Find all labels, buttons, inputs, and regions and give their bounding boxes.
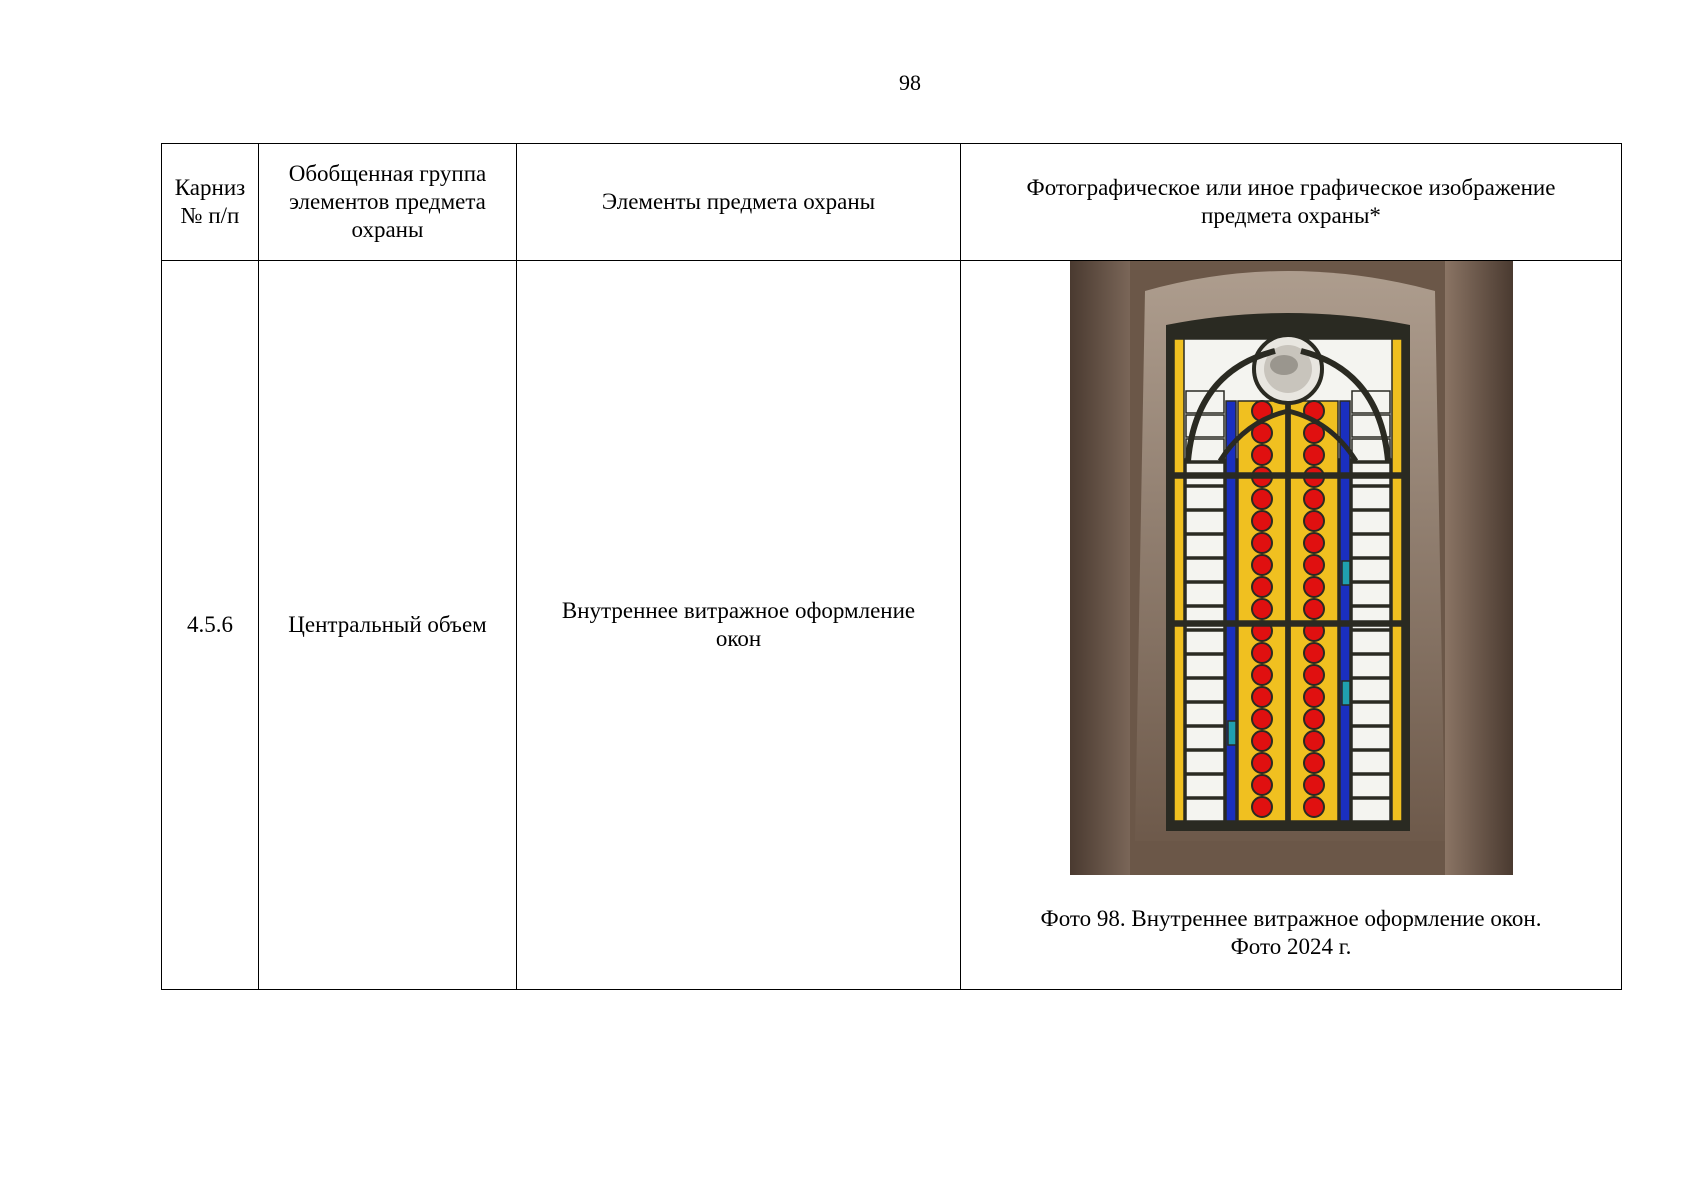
blue-strip [1340, 401, 1350, 821]
white-glass-pane [1186, 799, 1224, 821]
row-photo-cell [961, 261, 1622, 990]
red-glass-roundel [1304, 643, 1324, 663]
red-glass-roundel [1252, 489, 1272, 509]
white-glass-pane [1186, 511, 1224, 533]
stained-glass-window-photo [1070, 261, 1513, 875]
red-glass-roundel [1304, 709, 1324, 729]
red-glass-roundel [1304, 533, 1324, 553]
white-glass-pane [1352, 631, 1390, 653]
yellow-strip-right [1392, 339, 1402, 821]
white-glass-pane [1352, 679, 1390, 701]
white-glass-pane [1186, 631, 1224, 653]
white-glass-pane [1352, 535, 1390, 557]
red-glass-roundel [1304, 511, 1324, 531]
red-glass-roundel [1252, 577, 1272, 597]
white-glass-pane [1352, 727, 1390, 749]
header-elements: Элементы предмета охраны [517, 144, 961, 261]
white-glass-pane [1186, 751, 1224, 773]
table-header-row [162, 144, 1622, 261]
protection-elements-table [161, 143, 1622, 990]
row-element: Внутреннее витражное оформление окон [517, 261, 961, 990]
white-glass-pane [1352, 775, 1390, 797]
row-number: 4.5.6 [162, 261, 259, 990]
red-glass-roundel [1304, 797, 1324, 817]
table-row [162, 261, 1622, 990]
row-group: Центральный объем [259, 261, 517, 990]
white-glass-pane [1352, 511, 1390, 533]
blue-strip [1226, 401, 1236, 821]
white-glass-pane [1186, 487, 1224, 509]
transom [1174, 473, 1402, 478]
red-glass-roundel [1304, 445, 1324, 465]
red-glass-roundel [1252, 797, 1272, 817]
white-glass-pane [1352, 655, 1390, 677]
red-glass-roundel [1304, 489, 1324, 509]
red-glass-roundel [1304, 665, 1324, 685]
white-glass-pane [1352, 751, 1390, 773]
red-glass-roundel [1252, 709, 1272, 729]
red-glass-roundel [1304, 555, 1324, 575]
white-glass-pane [1352, 559, 1390, 581]
red-glass-roundel [1252, 445, 1272, 465]
header-photo: Фотографическое или иное графическое изображение предмета охраны* [961, 144, 1622, 261]
white-glass-pane [1352, 703, 1390, 725]
white-glass-pane [1186, 727, 1224, 749]
transom [1174, 621, 1402, 626]
red-glass-roundel [1304, 753, 1324, 773]
white-glass-pane [1186, 559, 1224, 581]
white-glass-pane [1186, 535, 1224, 557]
cyan-glass-pane [1342, 561, 1350, 585]
red-glass-roundel [1304, 775, 1324, 795]
red-glass-roundel [1252, 533, 1272, 553]
white-glass-pane [1352, 487, 1390, 509]
cyan-glass-pane [1342, 681, 1350, 705]
cyan-glass-pane [1228, 721, 1236, 745]
photo-caption: Фото 98. Внутреннее витражное оформление окон. Фото 2024 г. [1040, 906, 1542, 959]
red-glass-roundel [1252, 775, 1272, 795]
white-glass-pane [1186, 775, 1224, 797]
white-glass-pane [1186, 655, 1224, 677]
white-glass-pane [1186, 703, 1224, 725]
white-glass-pane [1186, 679, 1224, 701]
header-number: Карниз № п/п [162, 144, 259, 261]
header-group: Обобщенная группа элементов предмета охраны [259, 144, 517, 261]
red-glass-roundel [1304, 731, 1324, 751]
white-glass-pane [1352, 799, 1390, 821]
yellow-strip-left [1174, 339, 1184, 821]
page-number: 98 [899, 70, 921, 95]
white-glass-pane [1352, 583, 1390, 605]
red-glass-roundel [1252, 687, 1272, 707]
red-glass-roundel [1304, 599, 1324, 619]
red-glass-roundel [1252, 511, 1272, 531]
red-glass-roundel [1252, 753, 1272, 773]
red-glass-roundel [1304, 577, 1324, 597]
white-glass-pane [1186, 583, 1224, 605]
red-glass-roundel [1252, 731, 1272, 751]
red-glass-roundel [1252, 555, 1272, 575]
red-glass-roundel [1304, 687, 1324, 707]
red-glass-roundel [1252, 665, 1272, 685]
red-glass-roundel [1252, 599, 1272, 619]
red-glass-roundel [1252, 643, 1272, 663]
